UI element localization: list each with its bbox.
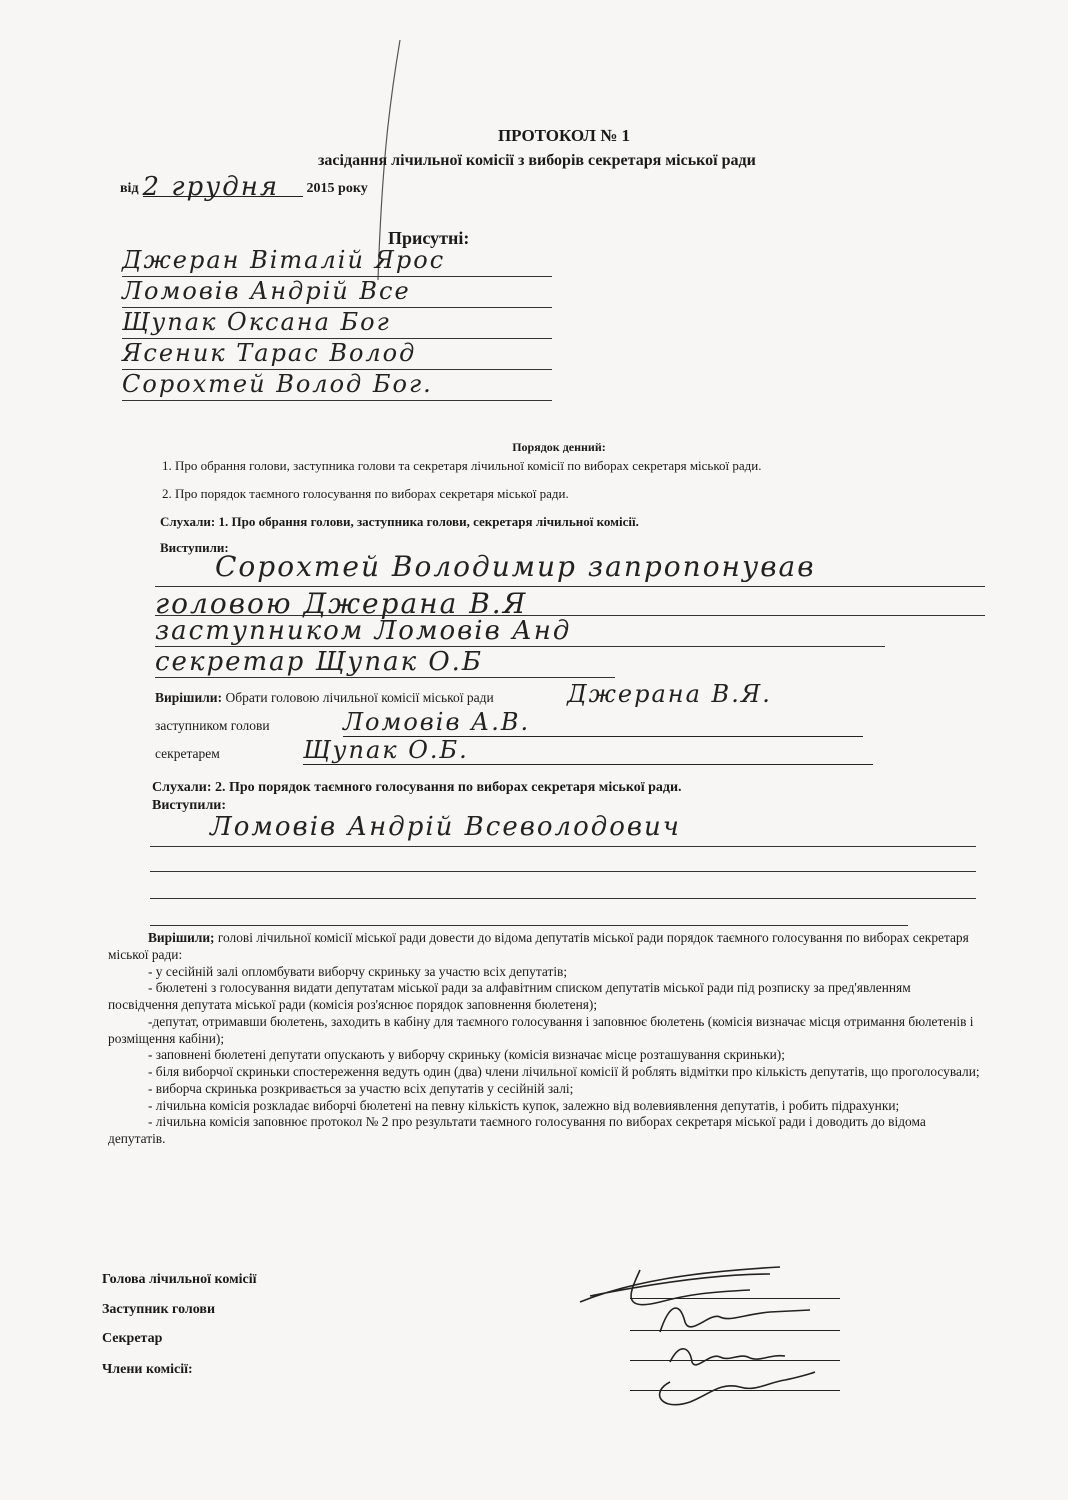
- secretary-label: секретарем: [155, 746, 220, 761]
- decided-label: Вирішили:: [155, 690, 223, 705]
- decision-point: -депутат, отримавши бюлетень, заходить в кабіну для таємного голосування і заповнює бюлетень (комісія визначає місця отримання бюлетенів і розміщення кабіни);: [108, 1013, 974, 1046]
- agenda-item-2: 2. Про порядок таємного голосування по виборах секретаря міської ради.: [162, 486, 569, 501]
- item1-spoke-lines: [155, 550, 985, 678]
- blank-line: [150, 899, 908, 926]
- sig-deputy-label: Заступник голови: [102, 1302, 216, 1317]
- spoke-line: заступником Ломовів Анд: [155, 616, 885, 647]
- decision-point: - бюлетені з голосування видати депутатам міської ради за алфавітним списком депутатів міської ради під розписку за пред'явленням посвідчення депутата міської ради (комісія роз'яснює порядок заповнення бюлетеня);: [108, 980, 911, 1012]
- date-field: [142, 172, 303, 202]
- blank-line: [150, 847, 976, 872]
- agenda-item-1: 1. Про обрання голови, заступника голови та секретаря лічильної комісії по виборах секретаря міської ради.: [162, 458, 762, 473]
- agenda-heading: Порядок денний:: [512, 440, 606, 454]
- decided-text: Обрати головою лічильної комісії міської ради: [225, 690, 494, 705]
- decision-lead-label: Вирішили;: [148, 930, 215, 945]
- decision-point: - виборча скринька розкривається за участю всіх депутатів у сесійній залі;: [148, 1080, 574, 1096]
- present-name: Щупак Оксана Бог: [122, 308, 552, 339]
- present-name: Сорохтей Волод Бог.: [122, 370, 552, 401]
- item2-spoke-label: Виступили:: [152, 798, 227, 813]
- decision-block: [108, 930, 984, 1148]
- item2-spoke-lines: [150, 812, 976, 926]
- decision-point: - біля виборчої скриньки спостереження ведуть один (два) члени лічильної комісії й роблять відмітки про кількість депутатів, що проголосували;: [148, 1064, 980, 1079]
- date-handwritten: 2 грудня: [142, 172, 280, 202]
- sig-secretary-label: Секретар: [102, 1331, 163, 1346]
- decision-lead: [108, 930, 984, 964]
- handwritten-signatures: [570, 1262, 830, 1422]
- date-suffix: 2015 року: [306, 181, 368, 196]
- deputy-label: заступником голови: [155, 718, 270, 733]
- decision-lead-text: голові лічильної комісії міської ради довести до відома депутатів міської ради порядок таємного голосування по виборах секретаря міської ради:: [108, 930, 969, 962]
- present-list: [122, 246, 552, 401]
- secretary-value: Щупак О.Б.: [303, 736, 873, 765]
- item1-heard: Слухали: 1. Про обрання голови, заступника голови, секретаря лічильної комісії.: [160, 514, 639, 529]
- spoke-line: Сорохтей Володимир запропонував: [155, 550, 985, 587]
- present-name: Джеран Віталій Ярос: [122, 246, 552, 277]
- decision-point: - заповнені бюлетені депутати опускають у виборчу скриньку (комісія визначає місце розташування скриньки);: [148, 1047, 785, 1063]
- present-heading: Присутні:: [388, 228, 470, 248]
- sig-members-label: Члени комісії:: [102, 1362, 193, 1377]
- item2-heard: Слухали: 2. Про порядок таємного голосування по виборах секретаря міської ради.: [152, 780, 682, 795]
- decision-point: - лічильна комісія розкладає виборчі бюлетені на певну кількість купок, залежно від волевиявлення депутатів, і робить підрахунки;: [148, 1097, 900, 1113]
- decision-point: - у сесійній залі опломбувати виборчу скриньку за участю всіх депутатів;: [148, 963, 568, 979]
- spoke-line: Ломовів Андрій Всеволодович: [150, 812, 976, 847]
- decision-point: - лічильна комісія заповнює протокол № 2 про результати таємного голосування по виборах секретаря міської ради і доводить до відома депутатів.: [108, 1114, 926, 1146]
- item1-spoke-label: Виступили:: [160, 540, 229, 555]
- deputy-value: Ломовів А.В.: [343, 708, 863, 737]
- spoke-line: секретар Щупак О.Б: [155, 647, 615, 678]
- chair-value: Джерана В.Я.: [567, 680, 772, 708]
- spoke-line: головою Джерана В.Я: [155, 587, 985, 616]
- blank-line: [150, 872, 976, 899]
- item1-decided: [155, 680, 955, 708]
- deputy-row: [155, 708, 915, 737]
- protocol-title: ПРОТОКОЛ № 1: [497, 126, 631, 145]
- sig-chair-label: Голова лічильної комісії: [102, 1272, 257, 1287]
- protocol-subtitle: засідання лічильної комісії з виборів секретаря міської ради: [318, 152, 756, 169]
- date-prefix: від: [120, 181, 139, 196]
- present-name: Ломовів Андрій Все: [122, 277, 552, 308]
- secretary-row: [155, 736, 915, 765]
- date-line: [120, 172, 368, 202]
- present-name: Ясеник Тарас Волод: [122, 339, 552, 370]
